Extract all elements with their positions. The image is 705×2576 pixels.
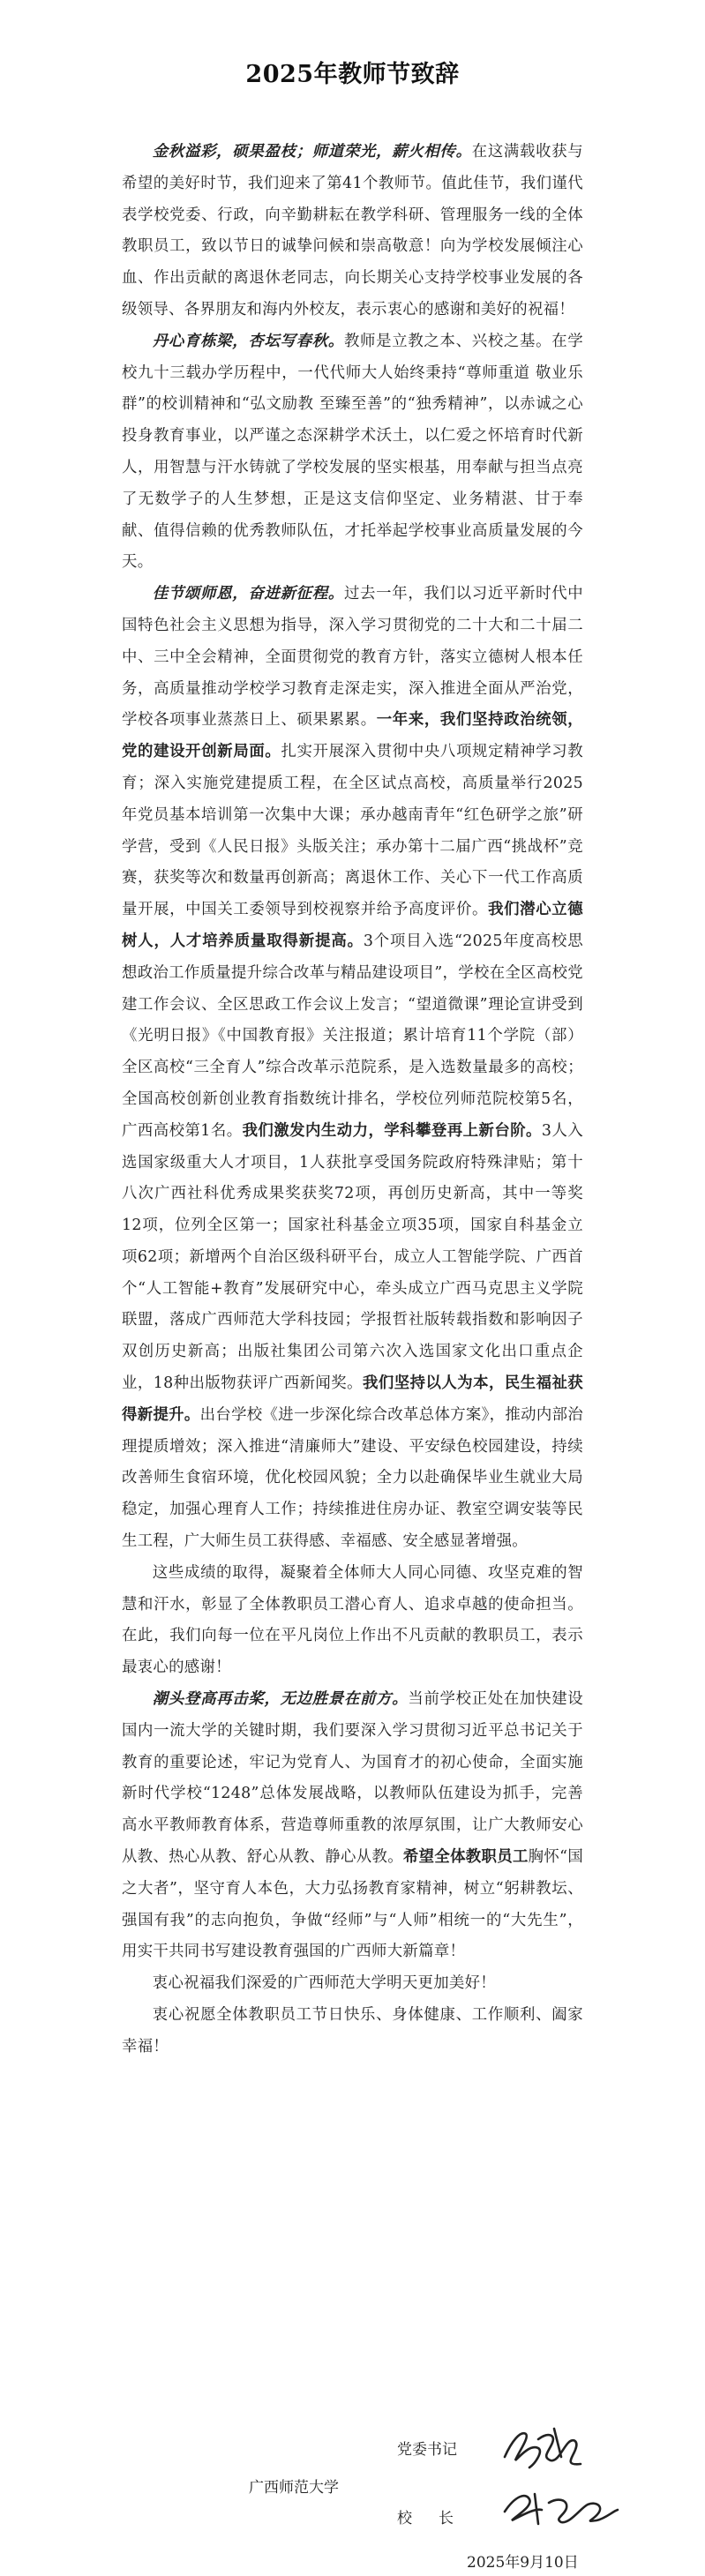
- president-signature: [499, 2485, 623, 2531]
- emphasis-text: 希望全体教职员工: [402, 1848, 529, 1867]
- emphasis-text: 佳节颂师恩，奋进新征程。: [152, 585, 344, 603]
- paragraph-text: 在这满载收获与希望的美好时节，我们迎来了第41个教师节。值此佳节，我们谨代表学校党委、行政，向辛勤耕耘在教学科研、管理服务一线的全体教职员工，致以节日的诚挚问候和崇高敬意！向为学校发展倾注心血、作出贡献的离退休老同志，向长期关心支持学校事业发展的各级领导、各界朋友和海内外校友，表示衷心的感谢和美好的祝福！: [122, 143, 583, 318]
- paragraph: [122, 579, 583, 1558]
- paragraph-text: 衷心祝福我们深爱的广西师范大学明天更加美好！: [152, 1974, 496, 1993]
- emphasis-text: 我们坚持以人为本，民生福祉获得新提升。: [122, 1374, 584, 1424]
- date: 2025年9月10日: [467, 2554, 579, 2572]
- paragraph: [122, 137, 583, 326]
- document-title: 2025年教师节致辞: [245, 61, 460, 88]
- paragraph-text: 出台学校《进一步深化综合改革总体方案》，推动内部治理提质增效；深入推进“清廉师大”建设、平安绿色校园建设，持续改善师生食宿环境，优化校园风貌；全力以赴确保毕业生就业大局稳定，加强心理育人工作；持续推进住房办证、教室空调安装等民生工程，广大师生员工获得感、幸福感、安全感显著增强。: [122, 1405, 583, 1551]
- paragraph-text: 扎实开展深入贯彻中央八项规定精神学习教育；深入实施党建提质工程，在全区试点高校，高质量举行2025年党员基本培训第一次集中大课；承办越南青年“红色研学之旅”研学营，受到《人民日报》头版关注；承办第十二届广西“挑战杯”竞赛，获奖等次和数量再创新高；离退休工作、关心下一代工作高质量开展，中国关工委领导到校视察并给予高度评价。: [122, 743, 583, 919]
- emphasis-text: 我们潜心立德树人，人才培养质量取得新提高。: [122, 901, 583, 950]
- paragraph-text: 3个项目入选“2025年度高校思想政治工作质量提升综合改革与精品建设项目”，学校在全区高校党建工作会议、全区思政工作会议上发言；“望道微课”理论宣讲受到《光明日报》《中国教育报》关注报道；累计培育11个学院（部）全区高校“三全育人”综合改革示范院系，是入选数量最多的高校；全国高校创新创业教育指数统计排名，学校位列师范院校第5名，广西高校第1名。: [122, 932, 583, 1140]
- role-party-secretary: 党委书记: [397, 2441, 457, 2459]
- paragraph-text: 当前学校正处在加快建设国内一流大学的关键时期，我们要深入学习贯彻习近平总书记关于教育的重要论述，牢记为党育人、为国育才的初心使命，全面实施新时代学校“1248”总体发展战略，以教师队伍建设为抓手，完善高水平教师教育体系，营造尊师重教的浓厚氛围，让广大教师安心从教、热心从教、舒心从教、静心从教。: [122, 1690, 583, 1867]
- emphasis-text: 丹心育栋梁，杏坛写春秋。: [152, 332, 344, 350]
- role-president: 校长: [397, 2510, 480, 2527]
- emphasis-text: 潮头登高再击桨，无边胜景在前方。: [152, 1690, 409, 1709]
- paragraph-text: 过去一年，我们以习近平新时代中国特色社会主义思想为指导，深入学习贯彻党的二十大和二十届二中、三中全会精神，全面贯彻党的教育方针，落实立德树人根本任务，高质量推动学校学习教育走深走实，深入推进全面从严治党，学校各项事业蒸蒸日上、硕果累累。: [122, 585, 583, 730]
- paragraph-text: 衷心祝愿全体教职员工节日快乐、身体健康、工作顺利、阖家幸福！: [122, 2006, 583, 2056]
- paragraph-text: 胸怀“国之大者”，坚守育人本色，大力弘扬教育家精神，树立“躬耕教坛、强国有我”的志向抱负，争做“经师”与“人师”相统一的“大先生”，用实干共同书写建设教育强国的广西师大新篇章！: [122, 1848, 584, 1961]
- paragraph: [122, 1558, 583, 1684]
- paragraph-text: 教师是立教之本、兴校之基。在学校九十三载办学历程中，一代代师大人始终秉持“尊师重道 敬业乐群”的校训精神和“弘文励教 至臻至善”的“独秀精神”，以赤诚之心投身教育事业，以严谨之态深耕学术沃土，以仁爱之怀培育时代新人，用智慧与汗水铸就了学校发展的坚实根基，用奉献与担当点亮了无数学子的人生梦想，正是这支信仰坚定、业务精湛、甘于奉献、值得信赖的优秀教师队伍，才托举起学校事业高质量发展的今天。: [122, 332, 583, 572]
- paragraph: [122, 1968, 583, 2000]
- emphasis-text: 一年来，我们坚持政治统领，党的建设开创新局面。: [122, 711, 583, 761]
- paragraph: [122, 326, 583, 579]
- paragraph-text: 3人入选国家级重大人才项目，1人获批享受国务院政府特殊津贴；第十八次广西社科优秀成果奖获奖72项，再创历史新高，其中一等奖12项，位列全区第一；国家社科基金立项35项，国家自科基金立项62项；新增两个自治区级科研平台，成立人工智能学院、广西首个“人工智能+教育”发展研究中心，牵头成立广西马克思主义学院联盟，落成广西师范大学科技园；学报哲社版转载指数和影响因子双创历史新高；出版社集团公司第六次入选国家文化出口重点企业，18种出版物获评广西新闻奖。: [122, 1121, 584, 1393]
- paragraph: [122, 1684, 583, 1968]
- paragraph: [122, 2000, 583, 2063]
- university-name: 广西师范大学: [249, 2479, 339, 2497]
- document-body: [122, 137, 583, 2063]
- signature-block: [0, 2422, 705, 2576]
- emphasis-text: 我们激发内生动力，学科攀登再上新台阶。: [242, 1121, 542, 1140]
- party-secretary-signature: [499, 2422, 588, 2475]
- emphasis-text: 金秋溢彩，硕果盈枝；师道荣光，薪火相传。: [152, 143, 472, 161]
- paragraph-text: 这些成绩的取得，凝聚着全体师大人同心同德、攻坚克难的智慧和汗水，彰显了全体教职员工潜心育人、追求卓越的使命担当。在此，我们向每一位在平凡岗位上作出不凡贡献的教职员工，表示最衷心的感谢！: [122, 1563, 583, 1677]
